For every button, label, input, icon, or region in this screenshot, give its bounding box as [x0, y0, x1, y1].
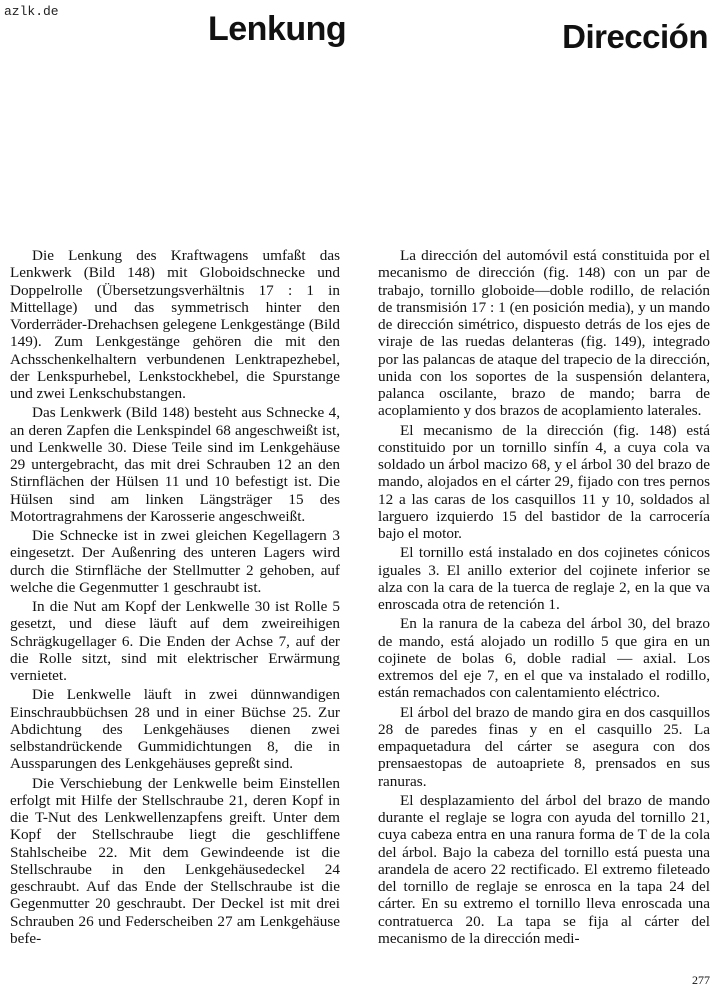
german-text-column: [10, 247, 340, 949]
title-spanish: Dirección: [562, 18, 708, 55]
paragraph: En la ranura de la cabeza del árbol 30, del brazo de mando, está alojado un rodillo 5 que gira en un cojinete de bolas 6, doble radial — axial. Los extremos del eje 7, en el que va instalado el rodillo, están remachados con calentamiento eléctrico.: [378, 615, 710, 702]
paragraph: Die Schnecke ist in zwei gleichen Kegellagern 3 eingesetzt. Der Außenring des unteren Lagers wird durch die Stirnfläche der Stellmutter 2 gehoben, auf welche die Gegenmutter 1 geschraubt ist.: [10, 527, 340, 596]
page-number: 277: [692, 973, 710, 987]
paragraph: Das Lenkwerk (Bild 148) besteht aus Schnecke 4, an deren Zapfen die Lenkspindel 68 angeschweißt ist, und Lenkwelle 30. Diese Teile sind im Lenkgehäuse 29 untergebracht, das mit drei Schrauben 12 an den Stirnflächen der Hülsen 11 und 10 befestigt ist. Die Hülsen sind am linken Längsträger 15 des Motortragrahmens der Karosserie angeschweißt.: [10, 404, 340, 525]
title-german: Lenkung: [208, 10, 347, 48]
paragraph: La dirección del automóvil está constituida por el mecanismo de dirección (fig. 148) con un par de trabajo, tornillo globoide—doble rodillo, de relación de transmisión 17 : 1 (en posición media), y un mando de dirección simétrico, dispuesto detrás de los ejes de viraje de las ruedas delanteras (fig. 149), integrado por las palancas de ataque del trapecio de la dirección, unida con los soportes de la suspensión delantera, palanca oscilante, brazo de mando; barra de acoplamiento y dos brazos de acoplamiento laterales.: [378, 247, 710, 420]
spanish-text-column: [378, 247, 710, 949]
paragraph: In die Nut am Kopf der Lenkwelle 30 ist Rolle 5 gesetzt, und diese läuft auf dem zweireihigen Schrägkugellager 6. Die Enden der Achse 7, auf der die Rolle sitzt, sind mit elektrischer Erwärmung vernietet.: [10, 598, 340, 684]
paragraph: El tornillo está instalado en dos cojinetes cónicos iguales 3. El anillo exterior del cojinete inferior se alza con la cara de la tuerca de reglaje 2, en la que va enroscada otra de retención 1.: [378, 544, 710, 613]
paragraph: Die Lenkung des Kraftwagens umfaßt das Lenkwerk (Bild 148) mit Globoidschnecke und Doppelrolle (Übersetzungsverhältnis 17 : 1 in Mittellage) und das symmetrisch hinter den Vorderräder-Drehachsen gelegene Lenkgestänge (Bild 149). Zum Lenkgestänge gehören die mit den Achsschenkelhaltern verbundenen Lenktrapezhebel, der Lenkspurhebel, Lenkstockhebel, die Spurstange und zwei Lenkschubstangen.: [10, 247, 340, 402]
paragraph: El mecanismo de la dirección (fig. 148) está constituido por un tornillo sinfín 4, a cuya cola va soldado un árbol macizo 68, y el árbol 30 del brazo de mando, alojados en el cárter 29, fijado con tres pernos 12 a las caras de los casquillos 11 y 10, soldados al larguero izquierdo 15 del bastidor de la carrocería bajo el motor.: [378, 421, 710, 542]
paragraph: Die Verschiebung der Lenkwelle beim Einstellen erfolgt mit Hilfe der Stellschraube 21, deren Kopf in die T-Nut des Lenkwellenzapfens greift. Unter dem Kopf der Stellschraube liegt die geschliffene Stahlscheibe 22. Mit dem Gewindeende ist die Stellschraube in den Lenkgehäusedeckel 24 geschraubt. Auf das Ende der Stellschraube ist die Gegenmutter 20 geschraubt. Der Deckel ist mit drei Schrauben 26 und Federscheiben 27 am Lenkgehäuse befe-: [10, 774, 340, 947]
paragraph: El árbol del brazo de mando gira en dos casquillos 28 de paredes finas y en el casquillo 25. La empaquetadura del cárter se asegura con dos prensaestopas de autoapriete 8, prensados en sus ranuras.: [378, 703, 710, 790]
paragraph: Die Lenkwelle läuft in zwei dünnwandigen Einschraubbüchsen 28 und in einer Büchse 25. Zur Abdichtung des Lenkgehäuses dienen zwei selbstandrückende Gummidichtungen 8, die in Aussparungen des Lenkgehäuses gepreßt sind.: [10, 686, 340, 773]
site-watermark: azlk.de: [4, 4, 59, 19]
paragraph: El desplazamiento del árbol del brazo de mando durante el reglaje se logra con ayuda del tornillo 21, cuya cabeza entra en una ranura forma de T de la cola del árbol. Bajo la cabeza del tornillo está puesta una arandela de acero 22 rectificado. El extremo fileteado del tornillo de reglaje se enrosca en la tapa 24 del cárter. En su extremo el tornillo lleva enroscada una contratuerca 20. La tapa se fija al cárter del mecanismo de la dirección medi-: [378, 791, 710, 947]
